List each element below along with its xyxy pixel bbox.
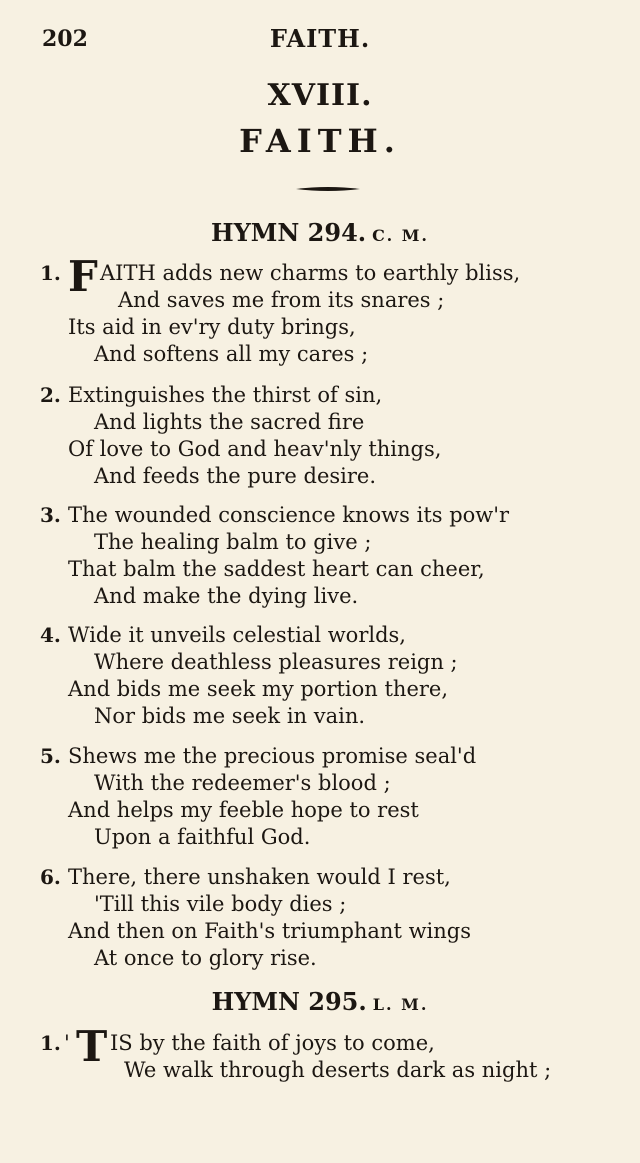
verse-line: And make the dying live. [94, 584, 359, 608]
verse-line: And saves me from its snares ; [118, 288, 445, 312]
verse-line: AITH adds new charms to earthly bliss, [100, 261, 521, 285]
verse-line: Nor bids me seek in vain. [94, 704, 366, 728]
page-number: 202 [42, 26, 88, 52]
verse-line: Its aid in ev'ry duty brings, [68, 315, 356, 339]
apostrophe: ' [64, 1031, 70, 1055]
hymn-295-meter: L. M. [372, 995, 429, 1014]
verse-line: And helps my feeble hope to rest [68, 798, 419, 822]
running-title: FAITH. [269, 24, 371, 53]
verse-line: And bids me seek my portion there, [68, 677, 449, 701]
verse-line: At once to glory rise. [94, 946, 317, 970]
verse-line: And lights the sacred fire [94, 410, 365, 434]
verse-line: And feeds the pure desire. [94, 464, 377, 488]
stanza-number: 5. [40, 744, 61, 768]
verse-line: Where deathless pleasures reign ; [94, 650, 458, 674]
hymn-295-heading [0, 987, 640, 1016]
verse-line: Extinguishes the thirst of sin, [68, 383, 383, 407]
verse-line: And softens all my cares ; [94, 342, 369, 366]
hymn-295-title: HYMN 295. [211, 987, 367, 1016]
verse-line: Shews me the precious promise seal'd [68, 744, 477, 768]
stanza-number: 6. [40, 865, 61, 889]
section-title: FAITH. [239, 122, 401, 160]
drop-cap: T [76, 1022, 108, 1071]
ornamental-rule [296, 186, 360, 190]
hymn-294-heading [0, 218, 640, 247]
verse-line: 'Till this vile body dies ; [94, 892, 347, 916]
stanza-number: 3. [40, 503, 61, 527]
verse-line: The wounded conscience knows its pow'r [68, 503, 510, 527]
verse-line: The healing balm to give ; [94, 530, 372, 554]
hymn-294-title: HYMN 294. [211, 218, 367, 247]
verse-line: IS by the faith of joys to come, [110, 1031, 435, 1055]
verse-line: There, there unshaken would I rest, [68, 865, 451, 889]
stanza-number: 1. [40, 261, 61, 285]
verse-line: With the redeemer's blood ; [94, 771, 391, 795]
verse-line: Wide it unveils celestial worlds, [68, 623, 406, 647]
stanza-number: 4. [40, 623, 61, 647]
verse-line: Upon a faithful God. [94, 825, 311, 849]
verse-line: Of love to God and heav'nly things, [68, 437, 442, 461]
drop-cap: F [68, 252, 98, 301]
verse-line: That balm the saddest heart can cheer, [68, 557, 485, 581]
verse-line: And then on Faith's triumphant wings [68, 919, 472, 943]
running-head [0, 22, 640, 54]
stanza-number: 2. [40, 383, 61, 407]
hymn-294-meter: C. M. [372, 226, 429, 245]
section-number: XVIII. [267, 78, 373, 113]
stanza-number: 1. [40, 1031, 61, 1055]
verse-line: We walk through deserts dark as night ; [124, 1058, 552, 1082]
